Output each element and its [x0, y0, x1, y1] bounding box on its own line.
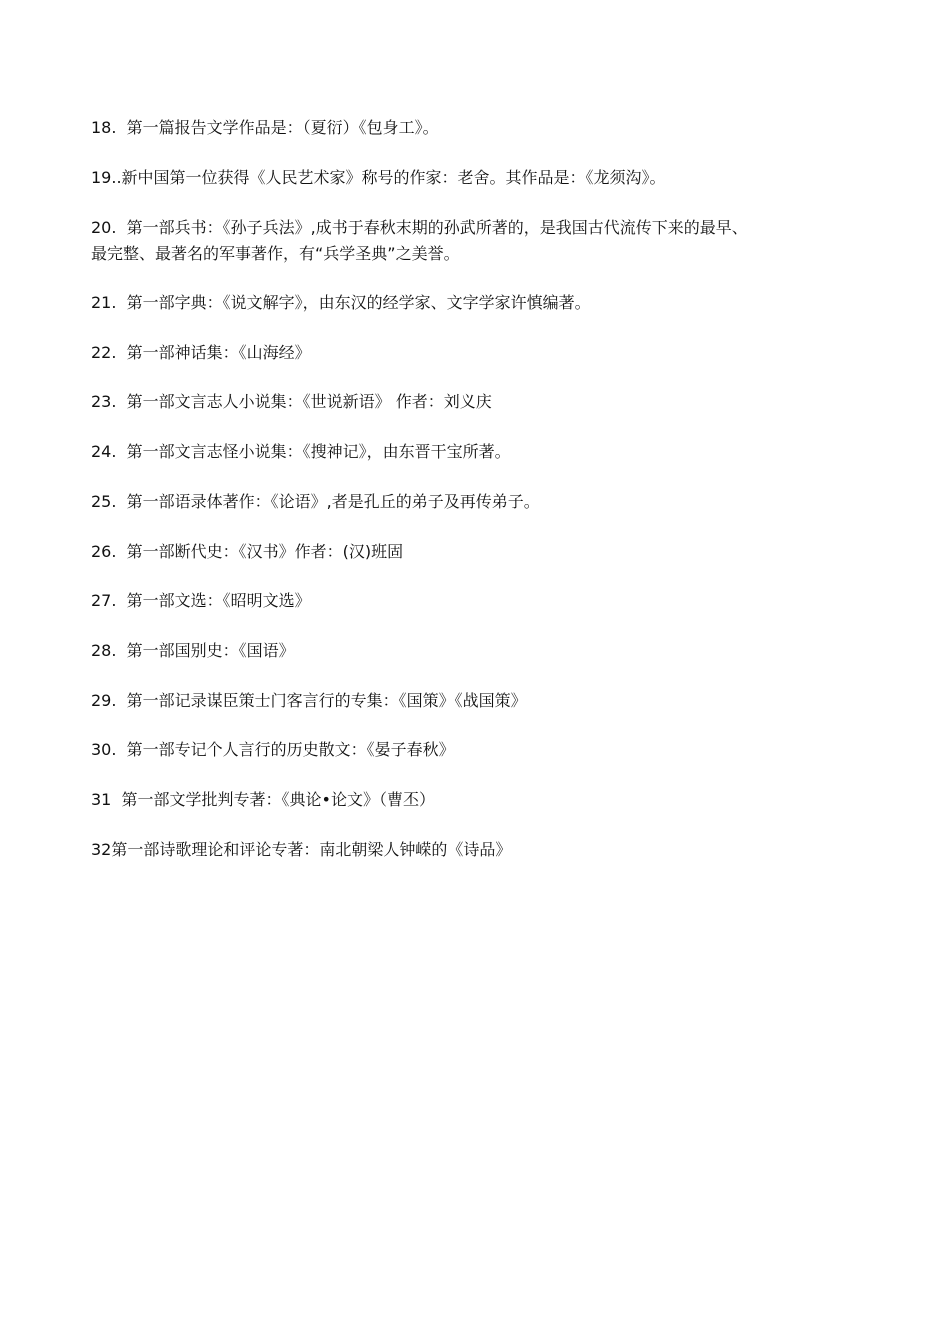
- item-number: 23.: [91, 392, 117, 411]
- item-text: 第一部专记个人言行的历史散文：《晏子春秋》: [126, 740, 455, 759]
- item-text: 第一部文选：《昭明文选》: [126, 591, 311, 610]
- item-number: 20.: [91, 218, 117, 237]
- item-number: 30.: [91, 740, 117, 759]
- item-text: 第一部兵书：《孙子兵法》,成书于春秋末期的孙武所著的，是我国古代流传下来的最早、: [126, 218, 748, 237]
- list-item: [91, 115, 891, 141]
- list-item: [91, 290, 891, 316]
- item-number: 31: [91, 790, 112, 809]
- item-number: 27.: [91, 591, 117, 610]
- item-number: 26.: [91, 542, 117, 561]
- list-item: [91, 439, 891, 465]
- item-line-2: 最完整、最著名的军事著作，有“兵学圣典”之美誉。: [91, 244, 460, 263]
- item-text: 第一篇报告文学作品是：（夏衍）《包身工》。: [126, 118, 439, 137]
- list-item: [91, 340, 891, 366]
- item-text: 第一部文言志人小说集：《世说新语》 作者：刘义庆: [126, 392, 492, 411]
- item-text: 第一部诗歌理论和评论专著：南北朝梁人钟嵘的《诗品》: [111, 840, 512, 859]
- item-number: 19.: [91, 168, 117, 187]
- item-text: 第一部文言志怪小说集：《搜神记》，由东晋干宝所著。: [126, 442, 511, 461]
- item-number: 18.: [91, 118, 117, 137]
- list-item: [91, 588, 891, 614]
- item-number: 24.: [91, 442, 117, 461]
- item-number: 22.: [91, 343, 117, 362]
- item-text: 第一部语录体著作：《论语》,者是孔丘的弟子及再传弟子。: [126, 492, 540, 511]
- item-text: 第一部文学批判专著：《典论•论文》（曹丕）: [121, 790, 435, 809]
- item-number: 29.: [91, 691, 117, 710]
- list-item: [91, 688, 891, 714]
- item-number: 28.: [91, 641, 117, 660]
- item-number: 21.: [91, 293, 117, 312]
- item-text: 第一部神话集：《山海经》: [126, 343, 311, 362]
- list-item: [91, 389, 891, 415]
- item-line-1: [91, 215, 891, 241]
- item-text: 第一部字典：《说文解字》，由东汉的经学家、文字学家许慎编著。: [126, 293, 591, 312]
- item-number: 32: [91, 840, 112, 859]
- list-item: [91, 837, 891, 863]
- item-text: .新中国第一位获得《人民艺术家》称号的作家：老舍。其作品是：《龙须沟》。: [116, 168, 666, 187]
- list-item: [91, 539, 891, 565]
- item-text: 第一部断代史：《汉书》作者：(汉)班固: [126, 542, 404, 561]
- list-item: [91, 737, 891, 763]
- list-item: [91, 787, 891, 813]
- item-text: 第一部国别史：《国语》: [126, 641, 295, 660]
- item-number: 25.: [91, 492, 117, 511]
- list-item: [91, 638, 891, 664]
- list-item: [91, 165, 891, 191]
- item-text: 第一部记录谋臣策士门客言行的专集：《国策》《战国策》: [126, 691, 527, 710]
- list-item: [91, 489, 891, 515]
- list-item: [91, 215, 891, 267]
